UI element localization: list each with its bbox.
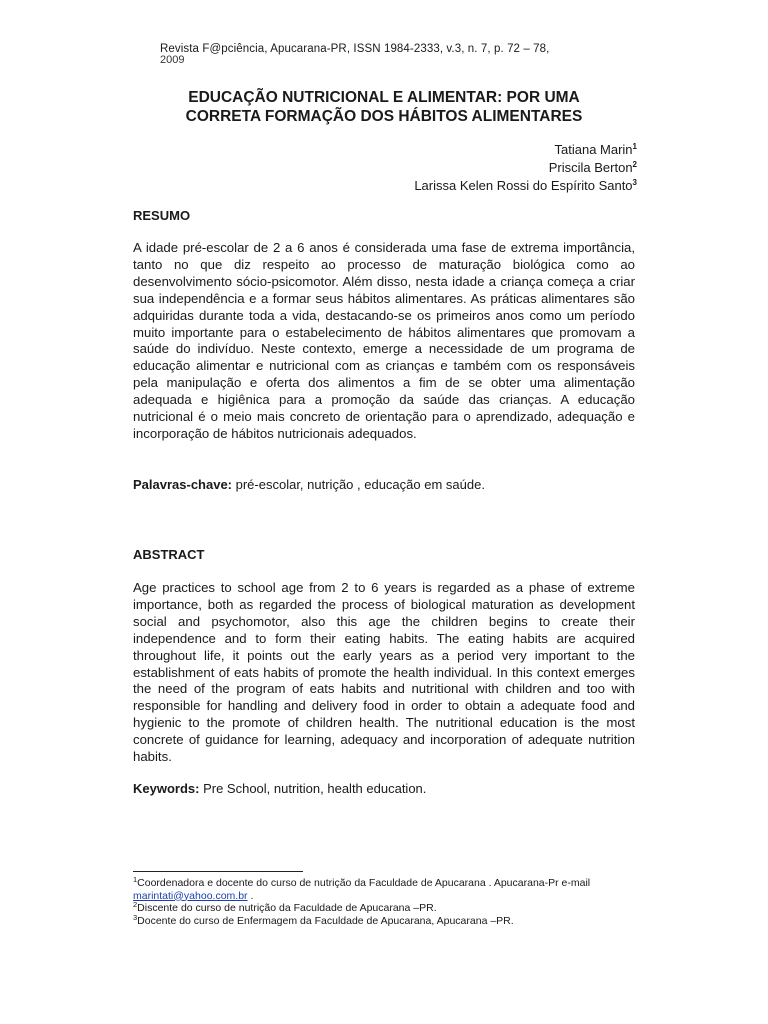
author-footnote-ref: 3 <box>632 178 637 187</box>
abstract-keywords-label: Keywords: <box>133 781 200 796</box>
footnote-3: $^3$Docente do curso de Enfermagem da Faculdade de Apucarana, Apucarana –PR. <box>133 912 514 927</box>
footnote-2: $^2$Discente do curso de nutrição da Faculdade de Apucarana –PR. <box>133 900 437 915</box>
abstract-keywords-value: Pre School, nutrition, health education. <box>199 781 427 796</box>
author: Tatiana Marin$^1$ <box>554 142 637 157</box>
resumo-keywords <box>133 477 485 492</box>
resumo-body: A idade pré-escolar de 2 a 6 anos é considerada uma fase de extrema importância, tanto no que diz respeito ao processo de maturação biológica como ao desenvolvimento sócio-psicomotor. Além disso, nesta idade a criança começa a criar sua independência e a formar seus hábitos alimentares. As práticas alimentares são adquiridas durante toda a vida, destacando-se os primeiros anos como um período muito importante para o estabelecimento de hábitos alimentares que promovam a saúde do indivíduo. Neste contexto, emerge a necessidade de um programa de educação alimentar e nutricional com as crianças e também com os responsáveis pela manipulação e oferta dos alimentos a fim de se obter uma alimentação adequada e higiênica para a promoção da saúde das crianças. A educação nutricional é o meio mais concreto de orientação para o aprendizado, adequação e incorporação de hábitos nutricionais adequados. <box>133 240 635 441</box>
journal-citation: Revista F@pciência, Apucarana-PR, ISSN 1984-2333, v.3, n. 7, p. 72 – 78, <box>160 43 550 55</box>
footnote-1: $^1$Coordenadora e docente do curso de nutrição da Faculdade de Apucarana . Apucarana-Pr e-mail marintati@yahoo.com.br . <box>133 875 591 902</box>
footnotes <box>133 877 635 927</box>
author-footnote-ref: 2 <box>632 160 637 169</box>
author-list <box>414 141 637 195</box>
article-title <box>100 88 668 126</box>
article-title-line-2: CORRETA FORMAÇÃO DOS HÁBITOS ALIMENTARES <box>185 108 583 125</box>
author-footnote-ref: 1 <box>632 142 637 151</box>
resumo-keywords-value: pré-escolar, nutrição , educação em saúde. <box>232 477 485 492</box>
author: Larissa Kelen Rossi do Espírito Santo$^3$ <box>414 178 637 193</box>
abstract-keywords <box>133 781 426 796</box>
abstract-body: Age practices to school age from 2 to 6 years is regarded as a phase of extreme importance, both as regarded the process of biological maturation as development social and psychomotor, also this age the children begins to create their independence and to form their eating habits. The eating habits are acquired throughout life, it points out the early years as a period very important to the establishment of eats habits of promote the health individual. In this context emerges the need of the program of eats habits and nutritional with children and too with responsible for handling and delivery food in order to obtain a adequate food and hygienic to the promote of children health. The nutritional education is the most concrete of guidance for learning, adequacy and incorporation of adequate nutrition habits. <box>133 580 635 765</box>
author-email-link[interactable]: marintati@yahoo.com.br <box>133 889 248 902</box>
resumo-heading: RESUMO <box>133 208 191 223</box>
abstract-heading: ABSTRACT <box>133 547 205 562</box>
author: Priscila Berton$^2$ <box>548 160 637 175</box>
journal-citation-year: 2009 <box>160 54 185 66</box>
resumo-keywords-label: Palavras-chave: <box>133 477 233 492</box>
footnote-separator <box>133 871 303 872</box>
article-title-line-1: EDUCAÇÃO NUTRICIONAL E ALIMENTAR: POR UMA <box>188 89 580 106</box>
